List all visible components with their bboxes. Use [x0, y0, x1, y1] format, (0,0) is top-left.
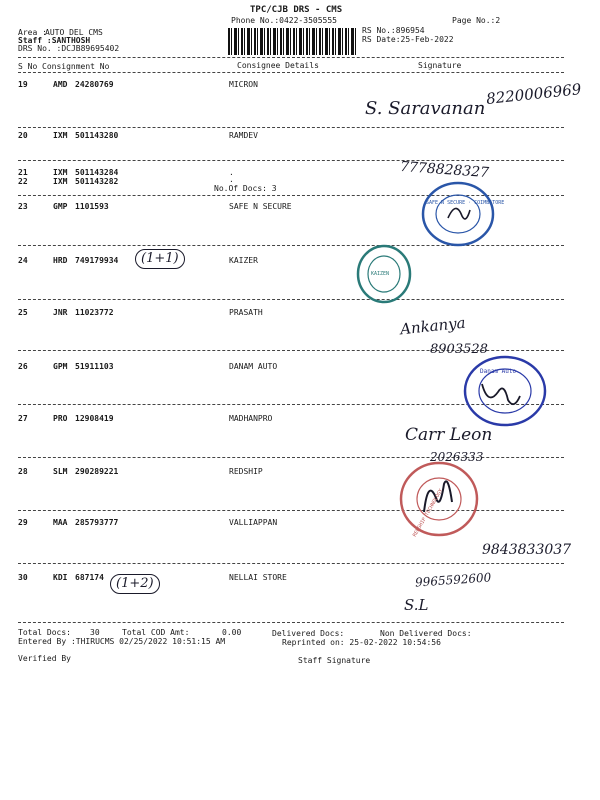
document-title: TPC/CJB DRS - CMS	[250, 5, 343, 15]
handwritten-signature: S.L	[404, 596, 429, 614]
drs-number: DRS No. :DCJB89695402	[18, 44, 120, 53]
handwritten-phone: 9843833037	[482, 542, 572, 558]
stamp-text: REDSHIP TECHNOLOGY	[411, 488, 445, 538]
row-consignment: 501143280	[75, 131, 119, 140]
row-consignment: 285793777	[75, 518, 119, 527]
handwritten-phone: 2026333	[430, 450, 484, 464]
row-consignee: VALLIAPPAN	[229, 518, 278, 527]
stamp-text: SAFE N SECURE · COIMBATORE	[426, 200, 505, 206]
row-sno: 30	[18, 573, 28, 582]
reprinted-on: Reprinted on: 25-02-2022 10:54:56	[282, 638, 441, 647]
handwritten-signature: Ankanya	[399, 313, 467, 339]
area-label: Area :	[18, 28, 47, 37]
row-code: IXM	[53, 177, 68, 186]
row-consignee: RAMDEV	[229, 131, 258, 140]
divider	[18, 299, 564, 300]
rs-date: RS Date:25-Feb-2022	[362, 35, 454, 44]
rs-number: RS No.:896954	[362, 26, 425, 35]
row-code: IXM	[53, 168, 68, 177]
row-consignee: DANAM AUTO	[229, 362, 278, 371]
divider	[18, 245, 564, 246]
row-consignee: NELLAI STORE	[229, 573, 287, 582]
row-sno: 24	[18, 256, 28, 265]
row-consignment: 501143282	[75, 177, 119, 186]
non-delivered-docs-label: Non Delivered Docs:	[380, 629, 472, 638]
row-consignee: SAFE N SECURE	[229, 202, 292, 211]
row-sno: 28	[18, 467, 28, 476]
area-value: AUTO DEL CMS	[45, 28, 103, 37]
row-code: IXM	[53, 131, 68, 140]
divider	[18, 510, 564, 511]
row-code: JNR	[53, 308, 68, 317]
row-sno: 21	[18, 168, 28, 177]
row-consignment: 51911103	[75, 362, 114, 371]
row-consignment: 12908419	[75, 414, 114, 423]
col-signature: Signature	[418, 61, 462, 70]
row-code: GMP	[53, 202, 68, 211]
row-consignment: 501143284	[75, 168, 119, 177]
handwritten-signature: Carr Leon	[405, 425, 493, 445]
total-cod-value: 0.00	[222, 628, 242, 637]
col-consignment: Consignment No	[42, 62, 110, 71]
handwritten-phone: 7778828327	[399, 158, 490, 182]
row-code: GPM	[53, 362, 68, 371]
row-sno: 19	[18, 80, 28, 89]
divider	[18, 160, 564, 161]
handwritten-phone: 9965592600	[414, 570, 492, 590]
stamp-text: KAIZEN	[371, 271, 390, 277]
row-code: KDI	[53, 573, 68, 582]
barcode-image	[228, 28, 356, 55]
row-sno: 22	[18, 177, 28, 186]
row-consignee: REDSHIP	[229, 467, 263, 476]
row-consignment: 1101593	[75, 202, 109, 211]
handwritten-annotation: (1+2)	[110, 574, 160, 594]
stamp-text: Danam Auto	[480, 368, 517, 375]
handwritten-phone: 8220006969	[485, 80, 583, 108]
page-number: Page No.:2	[452, 16, 501, 25]
divider	[18, 57, 564, 58]
entered-by: Entered By :THIRUCMS 02/25/2022 10:51:15 AM	[18, 637, 226, 646]
row-consignee: MADHANPRO	[229, 414, 273, 423]
row-sno: 20	[18, 131, 28, 140]
staff-signature-label: Staff Signature	[298, 656, 371, 665]
row-consignment: 11023772	[75, 308, 114, 317]
no-of-docs: No.Of Docs: 3	[214, 184, 277, 193]
staff-name: Staff :SANTHOSH	[18, 36, 91, 45]
row-sno: 23	[18, 202, 28, 211]
row-code: HRD	[53, 256, 68, 265]
row-sno: 27	[18, 414, 28, 423]
total-cod-label: Total COD Amt:	[122, 628, 190, 637]
handwritten-signature: S. Saravanan	[365, 98, 486, 119]
total-docs-value: 30	[90, 628, 100, 637]
divider	[18, 622, 564, 623]
row-consignee: PRASATH	[229, 308, 263, 317]
handwritten-annotation: (1+1)	[135, 249, 185, 269]
col-details: Consignee Details	[237, 61, 319, 70]
dot-mark: .	[229, 175, 234, 184]
handwritten-phone: 8903528	[430, 342, 488, 357]
row-consignment: 687174	[75, 573, 104, 582]
row-code: SLM	[53, 467, 68, 476]
row-code: AMD	[53, 80, 68, 89]
row-sno: 26	[18, 362, 28, 371]
row-sno: 29	[18, 518, 28, 527]
dot-mark: .	[229, 168, 234, 177]
divider	[18, 563, 564, 564]
company-stamp	[420, 180, 496, 248]
total-docs-label: Total Docs:	[18, 628, 71, 637]
divider	[18, 127, 564, 128]
divider	[18, 72, 564, 73]
phone-number: Phone No.:0422-3505555	[231, 16, 337, 25]
col-sno: S No	[18, 62, 38, 71]
row-consignment: 24280769	[75, 80, 114, 89]
row-sno: 25	[18, 308, 28, 317]
delivered-docs-label: Delivered Docs:	[272, 629, 345, 638]
company-stamp	[462, 354, 548, 428]
row-consignment: 749179934	[75, 256, 119, 265]
row-consignee: MICRON	[229, 80, 258, 89]
row-consignment: 290289221	[75, 467, 119, 476]
verified-by: Verified By	[18, 654, 71, 663]
row-code: MAA	[53, 518, 68, 527]
row-consignee: KAIZER	[229, 256, 258, 265]
row-code: PRO	[53, 414, 68, 423]
